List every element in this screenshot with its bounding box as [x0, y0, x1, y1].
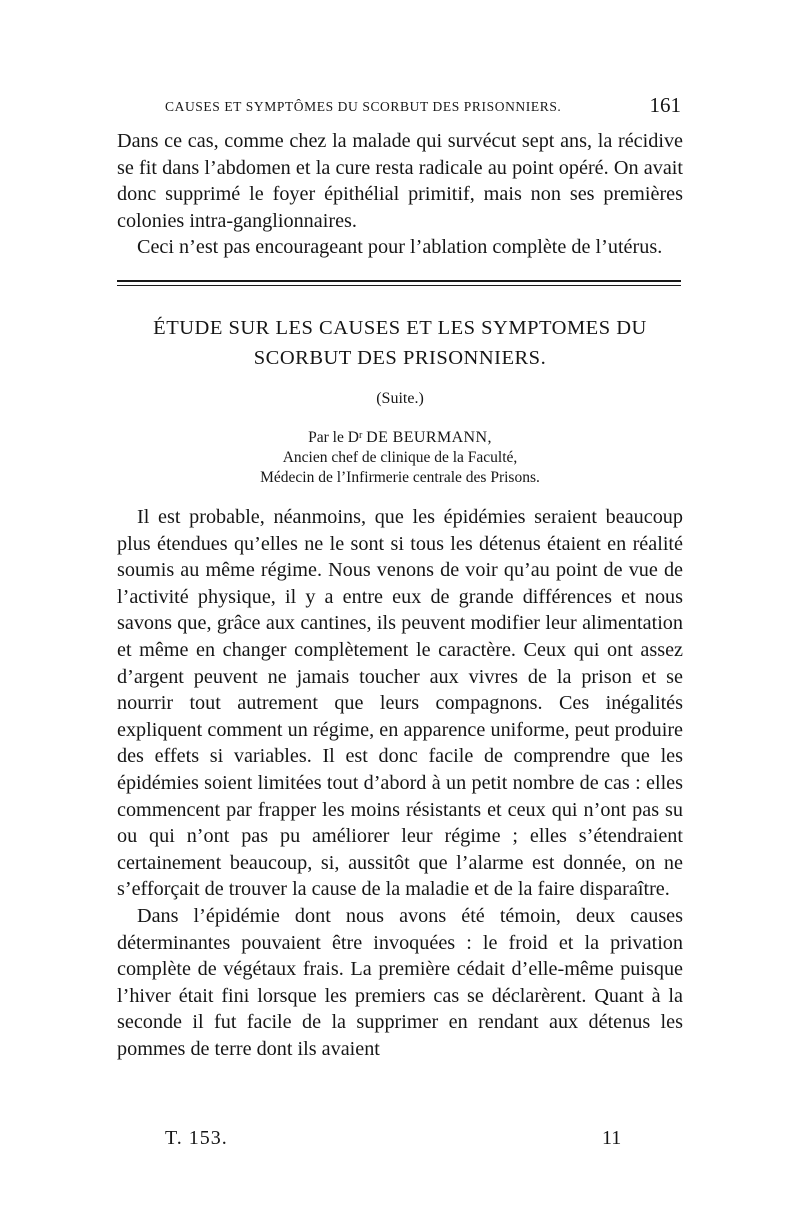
article-title	[117, 313, 683, 373]
page-footer	[117, 1123, 683, 1153]
volume-mark: T. 153.	[165, 1127, 228, 1149]
byline-prefix: Par le D	[308, 429, 359, 446]
article-byline	[117, 428, 683, 488]
book-page	[117, 0, 683, 1215]
body-paragraph-1: Il est probable, néanmoins, que les épidémies seraient beaucoup plus étendues qu’elles ne le sont si tous les détenus étaient en réalité soumis au même régime. Nous venons de voir qu’au point de vue de l’activité physique, il y a entre eux de grande différences et nous savons que, grâce aux cantines, ils peuvent modifier leur alimentation et même en changer complètement le caractère. Ceux qui ont assez d’argent peuvent ne jamais toucher aux vivres de la prison et se nourrir tout autrement que leurs compagnons. Ces inégalités expliquent comment un régime, en apparence uniforme, peut produire des effets si variables. Il est donc facile de comprendre que les épidémies soient limitées tout d’abord à un petit nombre de cas : elles commencent par frapper les moins résistants et ceux qui n’ont pas su ou qui n’ont pas pu améliorer leur régime ; elles s’étendraient certainement beaucoup, si, aussitôt que l’alarme est donnée, on ne s’efforçait de trouver la cause de la maladie et de la faire disparaître.	[117, 506, 683, 901]
body-paragraph-2: Dans l’épidémie dont nous avons été témoin, deux causes déterminantes pouvaient être invoquées : le froid et la privation complète de végétaux frais. La première cédait d’elle-même puisque l’hiver était fini lorsque les premiers cas se déclarèrent. Quant à la seconde il fut facile de la supprimer en rendant aux détenus les pommes de terre dont ils avaient	[117, 904, 683, 1060]
article-title-line-2: SCORBUT DES PRISONNIERS.	[253, 347, 547, 369]
section-divider	[117, 280, 681, 286]
author-name: DE BEURMANN,	[366, 429, 492, 446]
continuation-paragraph-2: Ceci n’est pas encourageant pour l’ablation complète de l’utérus.	[137, 236, 663, 259]
signature-mark: 11	[602, 1127, 622, 1149]
article-title-line-1: ÉTUDE SUR LES CAUSES ET LES SYMPTOMES DU	[153, 317, 647, 339]
author-line	[117, 428, 683, 448]
article-body	[117, 504, 683, 1062]
author-affiliation-1: Ancien chef de clinique de la Faculté,	[282, 449, 518, 466]
page-number: 161	[649, 93, 681, 117]
running-head-title: CAUSES ET SYMPTÔMES DU SCORBUT DES PRISONNIERS.	[165, 99, 562, 114]
divider-rule-thick	[117, 280, 681, 282]
continuation-paragraph-1: Dans ce cas, comme chez la malade qui survécut sept ans, la récidive se fit dans l’abdomen et la cure resta radicale au point opéré. On avait donc supprimé le foyer épithélial primitif, mais non ses premières colonies intra-ganglionnaires.	[117, 130, 683, 232]
divider-rule-thin	[117, 285, 681, 286]
byline-sup: r	[358, 430, 363, 441]
running-head	[165, 94, 683, 120]
continuation-text	[117, 128, 683, 261]
article-suite: (Suite.)	[376, 390, 424, 407]
author-affiliation-2: Médecin de l’Infirmerie centrale des Prisons.	[260, 469, 540, 486]
